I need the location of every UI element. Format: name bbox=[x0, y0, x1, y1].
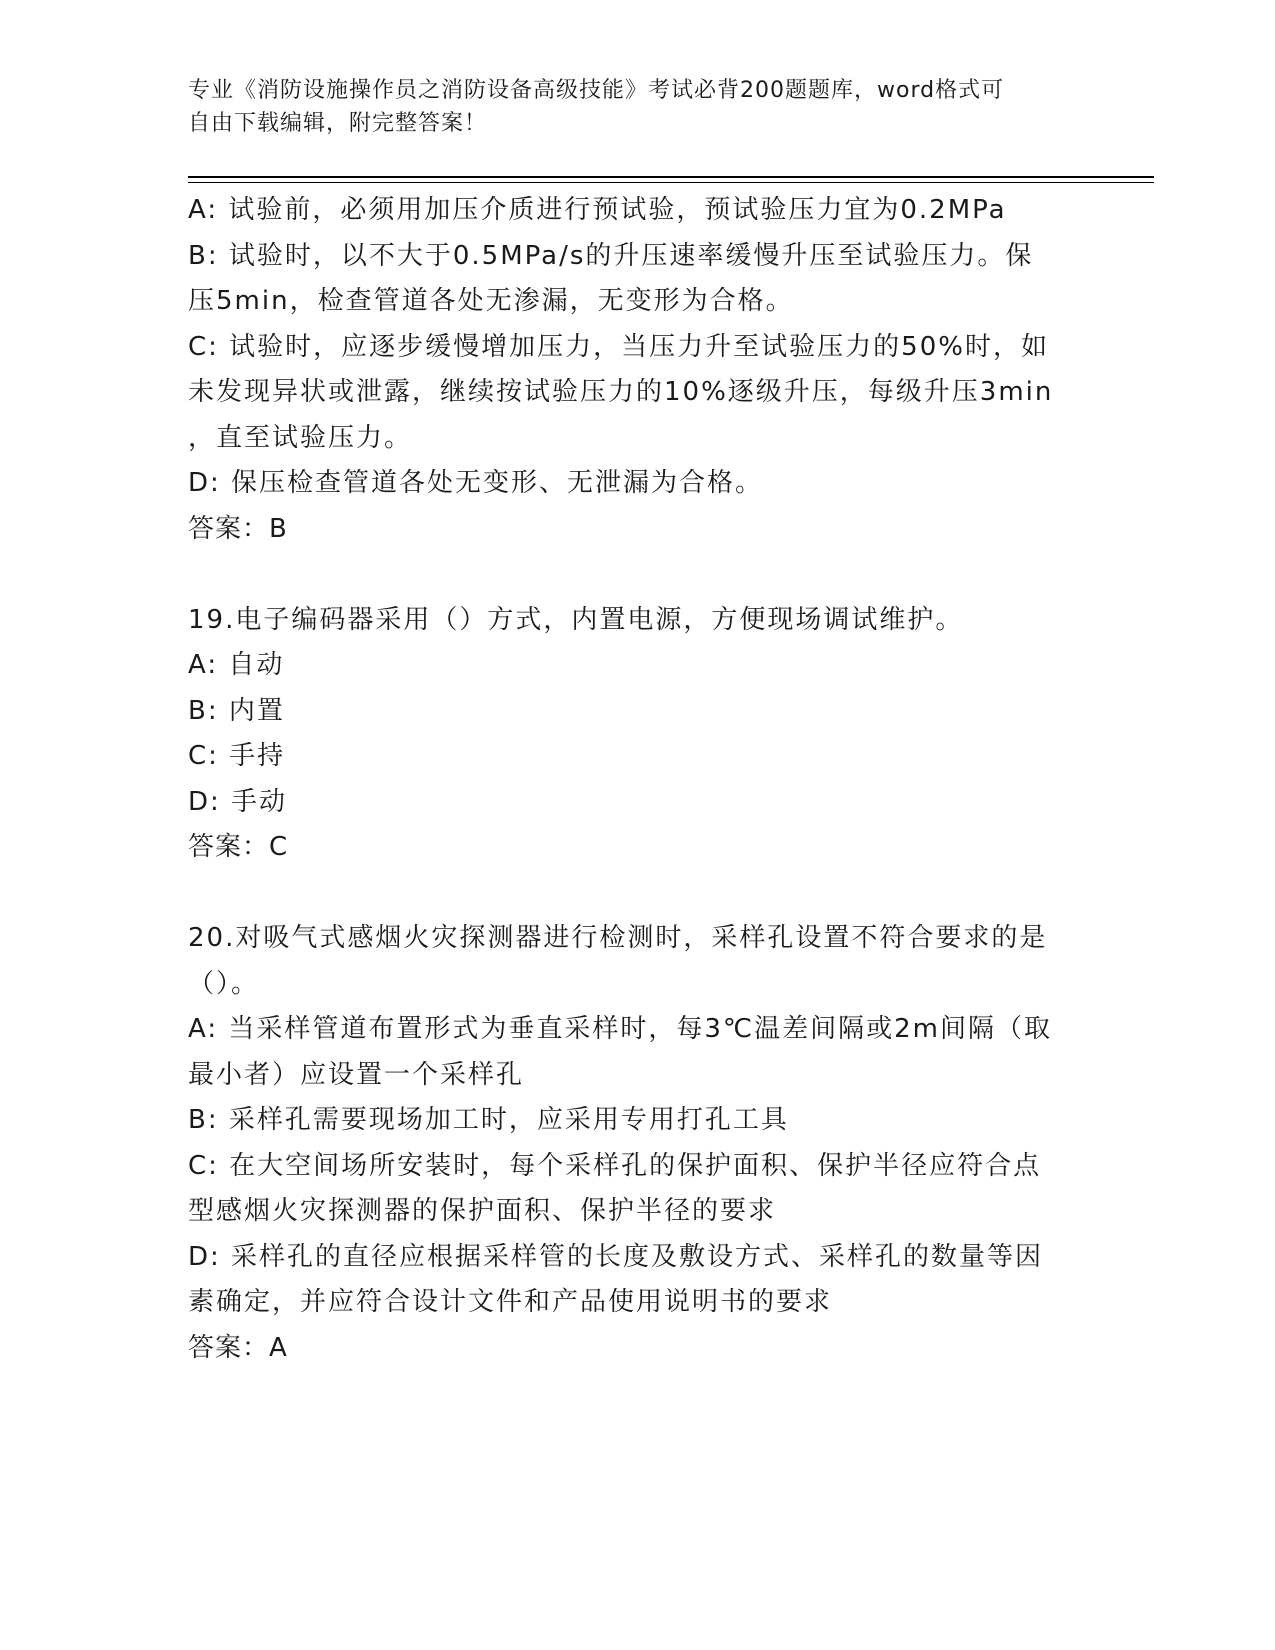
spacer bbox=[188, 552, 1088, 598]
option-d: D: 保压检查管道各处无变形、无泄漏为合格。 bbox=[188, 468, 764, 498]
header-line-2: 自由下载编辑，附完整答案！ bbox=[188, 111, 488, 136]
option-b: B: 采样孔需要现场加工时，应采用专用打孔工具 bbox=[188, 1105, 789, 1135]
question-text: 20.对吸气式感烟火灾探测器进行检测时，采样孔设置不符合要求的是 bbox=[188, 923, 1048, 953]
header-line-1: 专业《消防设施操作员之消防设备高级技能》考试必背200题题库，word格式可 bbox=[188, 78, 1005, 103]
option-b: B: 试验时，以不大于0.5MPa/s的升压速率缓慢升压至试验压力。保 bbox=[188, 240, 1034, 271]
spacer bbox=[188, 871, 1088, 917]
option-c: C: 试验时，应逐步缓慢增加压力，当压力升至试验压力的50%时，如 bbox=[188, 331, 1049, 362]
question-20 bbox=[188, 916, 1088, 1371]
option-c-continued-2: ，直至试验压力。 bbox=[188, 422, 413, 453]
option-b-continued: 压5min，检查管道各处无渗漏，无变形为合格。 bbox=[188, 286, 794, 316]
option-c: C: 在大空间场所安装时，每个采样孔的保护面积、保护半径应符合点 bbox=[188, 1150, 1042, 1181]
option-d-continued: 素确定，并应符合设计文件和产品使用说明书的要求 bbox=[188, 1287, 833, 1317]
document-header bbox=[188, 74, 1068, 140]
question-text-continued: （）。 bbox=[188, 968, 260, 999]
question-18 bbox=[188, 188, 1088, 552]
document-body bbox=[188, 188, 1088, 1371]
question-text: 19.电子编码器采用（）方式，内置电源，方便现场调试维护。 bbox=[188, 604, 964, 635]
option-a-continued: 最小者）应设置一个采样孔 bbox=[188, 1059, 525, 1090]
header-divider-thick bbox=[188, 176, 1154, 178]
option-c-continued: 未发现异状或泄露，继续按试验压力的10%逐级升压，每级升压3min bbox=[188, 377, 1054, 407]
header-divider-thin bbox=[188, 182, 1154, 183]
option-a: A: 当采样管道布置形式为垂直采样时，每3℃温差间隔或2m间隔（取 bbox=[188, 1014, 1052, 1044]
answer: 答案：C bbox=[188, 832, 289, 862]
option-c-continued: 型感烟火灾探测器的保护面积、保护半径的要求 bbox=[188, 1196, 777, 1226]
question-19 bbox=[188, 598, 1088, 871]
answer: 答案：A bbox=[188, 1332, 288, 1363]
option-d: D: 手动 bbox=[188, 786, 288, 817]
option-d: D: 采样孔的直径应根据采样管的长度及敷设方式、采样孔的数量等因 bbox=[188, 1241, 1044, 1272]
answer: 答案：B bbox=[188, 513, 288, 544]
option-a: A: 试验前，必须用加压介质进行预试验，预试验压力宜为0.2MPa bbox=[188, 195, 1007, 225]
option-b: B: 内置 bbox=[188, 695, 285, 726]
option-a: A: 自动 bbox=[188, 650, 285, 680]
option-c: C: 手持 bbox=[188, 741, 286, 771]
